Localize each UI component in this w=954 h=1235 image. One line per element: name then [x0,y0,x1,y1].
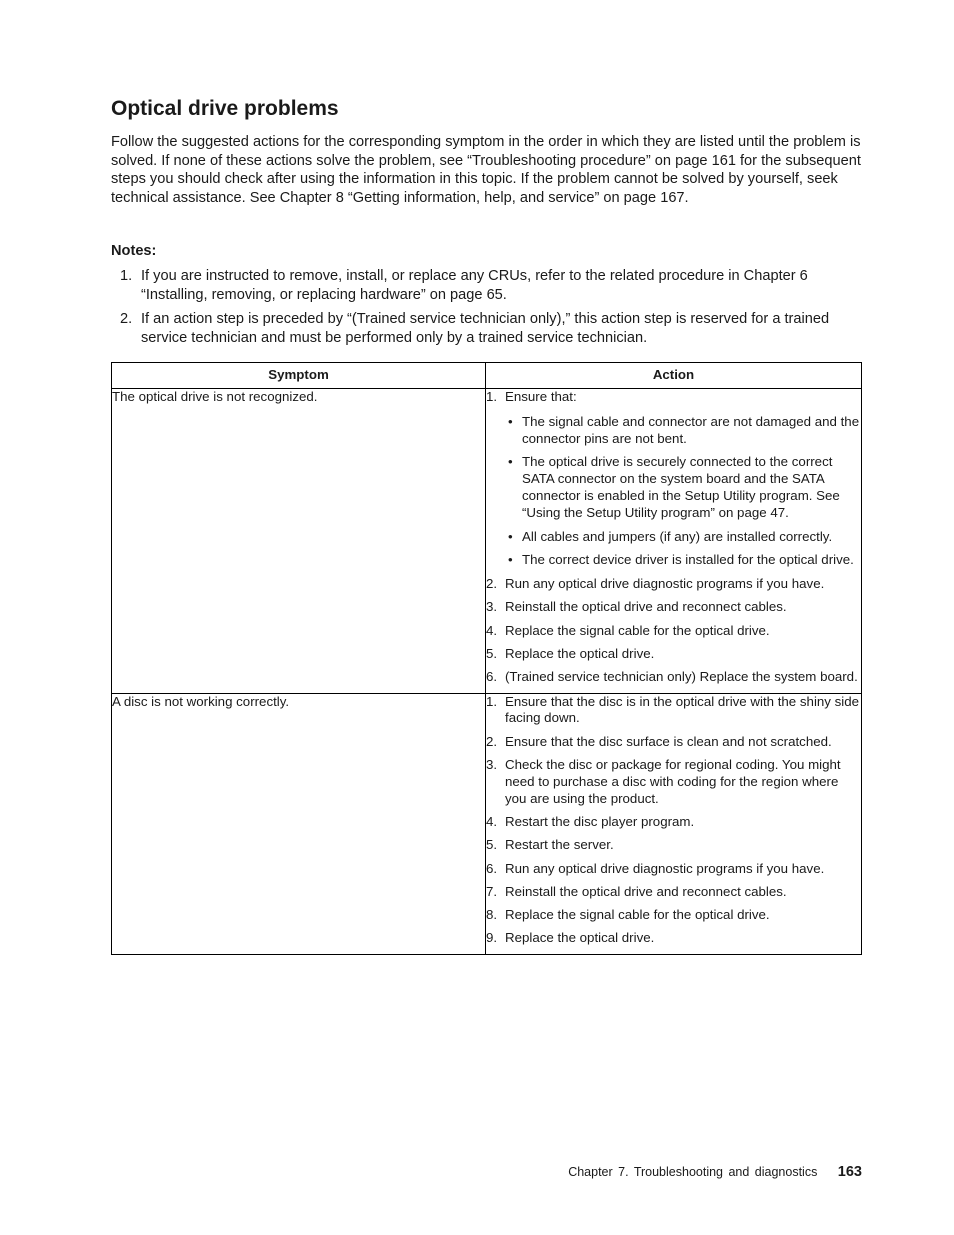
note-number: 2. [120,311,133,327]
action-step [486,389,861,569]
step-text: Ensure that the disc is in the optical drive with the shiny side facing down. [505,693,860,726]
step-text: Restart the disc player program. [505,813,695,829]
action-step [486,734,861,751]
action-step [486,576,861,593]
action-step [486,669,861,686]
note-text: If an action step is preceded by “(Trained service technician only),” this action step is reserved for a trained service technician and must be performed only by a trained service technician. [141,311,830,346]
step-text: Ensure that the disc surface is clean and not scratched. [505,733,832,749]
action-step [486,599,861,616]
notes-list [111,267,862,353]
page-title: Optical drive problems [111,97,339,120]
bullet-icon: • [508,413,513,429]
step-text: Replace the signal cable for the optical drive. [505,622,770,638]
step-text: Restart the server. [505,837,614,853]
table-header-row [112,363,862,389]
action-cell [486,693,862,954]
step-number: 5. [486,646,498,662]
bullet-text: The correct device driver is installed for the optical drive. [522,552,854,568]
step-text: Reinstall the optical drive and reconnect cables. [505,883,787,899]
step-number: 7. [486,883,498,899]
bullet-icon: • [508,552,513,568]
notes-heading: Notes: [111,243,157,259]
intro-paragraph: Follow the suggested actions for the corresponding symptom in the order in which they are listed until the problem is solved. If none of these actions solve the problem, see “Troubleshooting procedure” on page 161 for the subsequent steps you should check after using the information in this topic. If the problem cannot be solved by yourself, seek technical assistance. See Chapter 8 “Getting information, help, and service” on page 167. [111,134,861,206]
step-text: Replace the optical drive. [505,646,655,662]
step-number: 4. [486,813,498,829]
bullet-item [505,552,861,569]
step-number: 6. [486,669,498,685]
symptom-cell: The optical drive is not recognized. [112,389,486,694]
table-row [112,389,862,694]
bullet-text: The signal cable and connector are not damaged and the connector pins are not bent. [522,413,860,446]
step-number: 2. [486,733,498,749]
bullet-text: The optical drive is securely connected to the correct SATA connector on the system board and the SATA connector is enabled in the Setup Utility program. See “Using the Setup Utility program” on page 47. [522,454,840,520]
step-text: Replace the signal cable for the optical drive. [505,907,770,923]
step-text: Replace the optical drive. [505,930,655,946]
step-number: 8. [486,907,498,923]
note-number: 1. [120,268,133,284]
note-text: If you are instructed to remove, install, or replace any CRUs, refer to the related procedure in Chapter 6 “Installing, removing, or replacing hardware” on page 65. [141,268,808,303]
step-number: 1. [486,693,498,709]
footer-chapter: Chapter 7. Troubleshooting and diagnostics [568,1165,818,1179]
action-column-header: Action [486,363,862,389]
step-text: Reinstall the optical drive and reconnect cables. [505,599,787,615]
action-step [486,930,861,947]
symptom-column-header: Symptom [112,363,486,389]
bullet-list [505,414,861,569]
symptom-cell: A disc is not working correctly. [112,693,486,954]
step-text: Run any optical drive diagnostic programs if you have. [505,576,825,592]
bullet-item [505,454,861,521]
bullet-item [505,414,861,448]
step-text: (Trained service technician only) Replace the system board. [505,669,858,685]
step-number: 1. [486,389,498,404]
page-number: 163 [837,1164,862,1180]
note-item [111,267,862,304]
symptom-action-table [111,362,862,955]
action-step [486,757,861,807]
action-step [486,646,861,663]
step-number: 6. [486,860,498,876]
table-row [112,693,862,954]
action-step [486,837,861,854]
step-number: 3. [486,599,498,615]
action-step [486,884,861,901]
step-number: 9. [486,930,498,946]
action-step [486,907,861,924]
bullet-text: All cables and jumpers (if any) are installed correctly. [522,528,833,544]
step-number: 4. [486,622,498,638]
action-step [486,861,861,878]
page-footer [568,1163,862,1181]
bullet-item [505,529,861,546]
bullet-icon: • [508,454,513,470]
action-step [486,694,861,728]
action-step [486,814,861,831]
step-number: 3. [486,757,498,773]
note-item [111,310,862,347]
action-cell [486,389,862,694]
bullet-icon: • [508,528,513,544]
step-text: Run any optical drive diagnostic programs if you have. [505,860,825,876]
step-number: 5. [486,837,498,853]
step-number: 2. [486,576,498,592]
action-step [486,623,861,640]
step-text: Check the disc or package for regional coding. You might need to purchase a disc with coding for the region where you are using the product. [505,757,841,806]
step-text: Ensure that: [505,389,577,404]
